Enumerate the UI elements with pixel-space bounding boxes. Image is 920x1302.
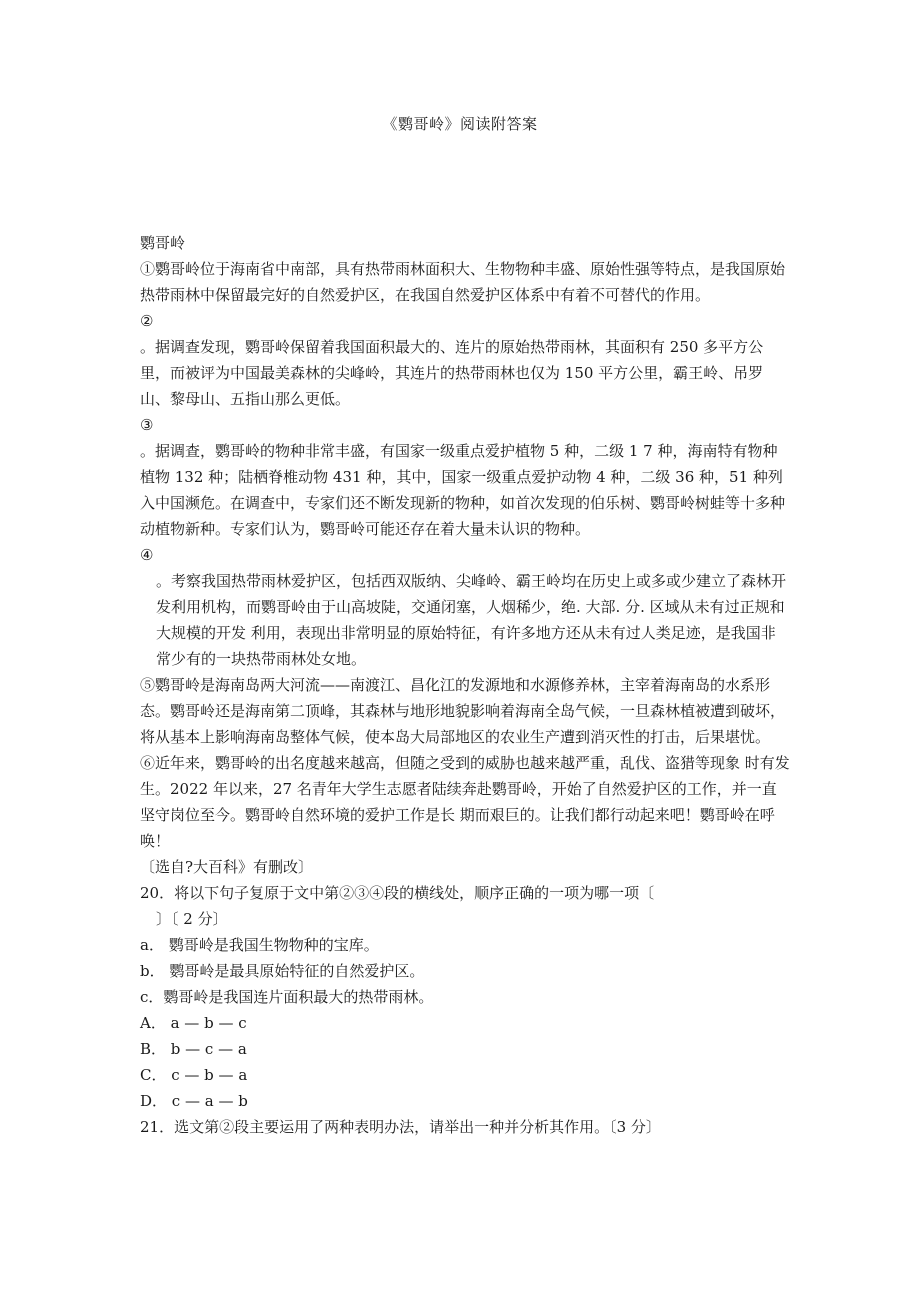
article-heading: 鹦哥岭	[140, 234, 186, 252]
page-title: 《鹦哥岭》阅读附答案	[382, 115, 538, 133]
source-note: 〔选自?大百科》有删改〕	[140, 858, 314, 876]
question-21: 21．选文第②段主要运用了两种表明办法，请举出一种并分析其作用。〔3 分〕	[140, 1118, 661, 1136]
paragraph-1: ①鹦哥岭位于海南省中南部，具有热带雨林面积大、生物物种丰盛、原始性强等特点，是我国原始热带雨林中保留最完好的自然爱护区，在我国自然爱护区体系中有着不可替代的作用。	[140, 260, 786, 304]
paragraph-4: 。考察我国热带雨林爱护区，包括西双版纳、尖峰岭、霸王岭均在历史上或多或少建立了森林开发利用机构，而鹦哥岭由于山高坡陡，交通闭塞，人烟稀少，绝. 大部. 分. 区域从未有过正规和大规模的开发 利用，表现出非常明显的原始特征，有许多地方还从未有过人类足迹，是我国非常少有的一块热带雨林处女地。	[156, 572, 787, 668]
option-b: B． b — c — a	[140, 1040, 247, 1058]
paragraph-3-marker: ③	[140, 416, 154, 434]
option-c: C． c — b — a	[140, 1066, 248, 1084]
question-20-stem: 20．将以下句子复原于文中第②③④段的横线处，顺序正确的一项为哪一项〔	[140, 884, 655, 902]
paragraph-2: 。据调查发现，鹦哥岭保留着我国面积最大的、连片的原始热带雨林，其面积有 250 多平方公里，而被评为中国最美森林的尖峰岭，其连片的热带雨林也仅为 150 平方公里，霸王岭、吊罗山、黎母山、五指山那么更低。	[140, 338, 764, 408]
option-d: D． c — a — b	[140, 1092, 248, 1110]
sentence-a: a． 鹦哥岭是我国生物物种的宝库。	[140, 936, 379, 954]
paragraph-4-marker: ④	[140, 546, 154, 564]
document-body	[140, 230, 790, 1140]
sentence-b: b． 鹦哥岭是最具原始特征的自然爱护区。	[140, 962, 425, 980]
question-20-stem-cont: 〕〔 2 分〕	[156, 910, 228, 928]
paragraph-3: 。据调查，鹦哥岭的物种非常丰盛，有国家一级重点爱护植物 5 种，二级 1 7 种，海南特有物种植物 132 种；陆栖脊椎动物 431 种，其中，国家一级重点爱护动物 4 种，二级 36 种，51 种列入中国濒危。在调查中，专家们还不断发现新的物种，如首次发现的伯乐树、鹦哥岭树蛙等十多种动植物新种。专家们认为，鹦哥岭可能还存在着大量未认识的物种。	[140, 442, 786, 538]
paragraph-5: ⑤鹦哥岭是海南岛两大河流——南渡江、昌化江的发源地和水源修养林，主宰着海南岛的水系形态。鹦哥岭还是海南第二顶峰，其森林与地形地貌影响着海南全岛气候，一旦森林植被遭到破坏，将从基本上影响海南岛整体气候，使本岛大局部地区的农业生产遭到消灭性的打击，后果堪忧。	[140, 676, 786, 746]
option-a: A． a — b — c	[140, 1014, 247, 1032]
paragraph-2-marker: ②	[140, 312, 154, 330]
sentence-c: c．鹦哥岭是我国连片面积最大的热带雨林。	[140, 988, 434, 1006]
paragraph-6: ⑥近年来，鹦哥岭的出名度越来越高，但随之受到的威胁也越来越严重，乱伐、盗猎等现象 时有发生。2022 年以来，27 名青年大学生志愿者陆续奔赴鹦哥岭，开始了自然爱护区的工作，并一直坚守岗位至今。鹦哥岭自然环境的爱护工作是长 期而艰巨的。让我们都行动起来吧！鹦哥岭在呼唤！	[140, 754, 790, 850]
